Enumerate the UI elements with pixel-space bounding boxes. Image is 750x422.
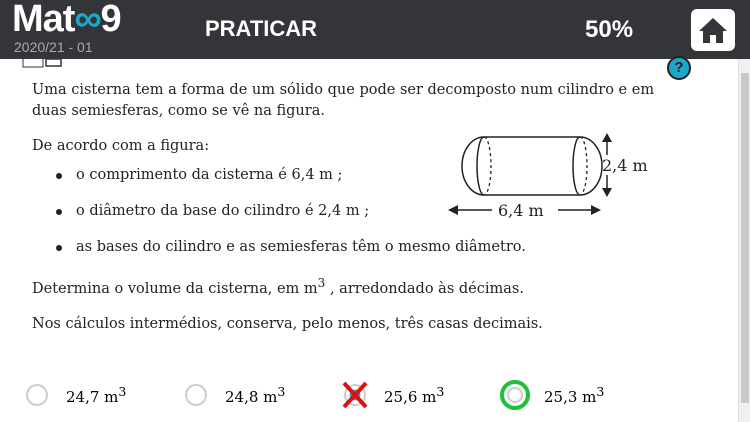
option-1[interactable] (26, 384, 126, 406)
radio-button[interactable] (185, 384, 207, 406)
scrollbar[interactable] (738, 59, 750, 422)
bullet-item: as bases do cilindro e as semiesferas têm o mesmo diâmetro. (54, 237, 692, 258)
radio-button-correct[interactable] (500, 380, 530, 410)
option-label: 24,8 $m^3$ (225, 384, 286, 406)
option-label: 25,6 $m^3$ (384, 384, 445, 406)
logo: Mat∞9 (12, 0, 121, 40)
bullet-item: o comprimento da cisterna é 6,4 m ; (54, 165, 692, 186)
question-note: Nos cálculos intermédios, conserva, pelo menos, três casas decimais. (32, 315, 543, 332)
home-button[interactable] (691, 9, 735, 51)
question-lead: De acordo com a figura: (32, 138, 210, 154)
option-label: 24,7 $m^3$ (66, 384, 127, 406)
calculator-icon[interactable] (22, 59, 62, 69)
radio-button[interactable] (26, 384, 48, 406)
bullet-item: o diâmetro da base do cilindro é 2,4 m ; (54, 201, 692, 222)
cistern-figure (440, 130, 670, 229)
question-intro: Uma cisterna tem a forma de um sólido que pode ser decomposto num cilindro e em duas semiesferas, como se vê na figura. (32, 82, 655, 119)
option-3-wrong[interactable] (344, 384, 444, 406)
option-label: 25,3 $m^3$ (544, 384, 605, 406)
figure-length-label: 6,4 m (498, 201, 544, 220)
question-task: Determina o volume da cisterna, em $m^3$ , arredondado às décimas. (32, 276, 524, 297)
page-title: PRATICAR (205, 16, 318, 41)
wrong-x-icon (340, 380, 370, 410)
scrollbar-thumb[interactable] (741, 73, 749, 403)
school-year: 2020/21 - 01 (14, 39, 93, 55)
top-bar (0, 0, 750, 59)
figure-height-label: 2,4 m (602, 156, 648, 175)
radio-button-selected[interactable] (344, 384, 366, 406)
option-2[interactable] (185, 384, 285, 406)
home-icon (698, 16, 728, 44)
progress-percent: 50% (585, 16, 634, 43)
help-button[interactable]: ? (667, 56, 691, 80)
option-4-correct[interactable] (500, 380, 604, 410)
